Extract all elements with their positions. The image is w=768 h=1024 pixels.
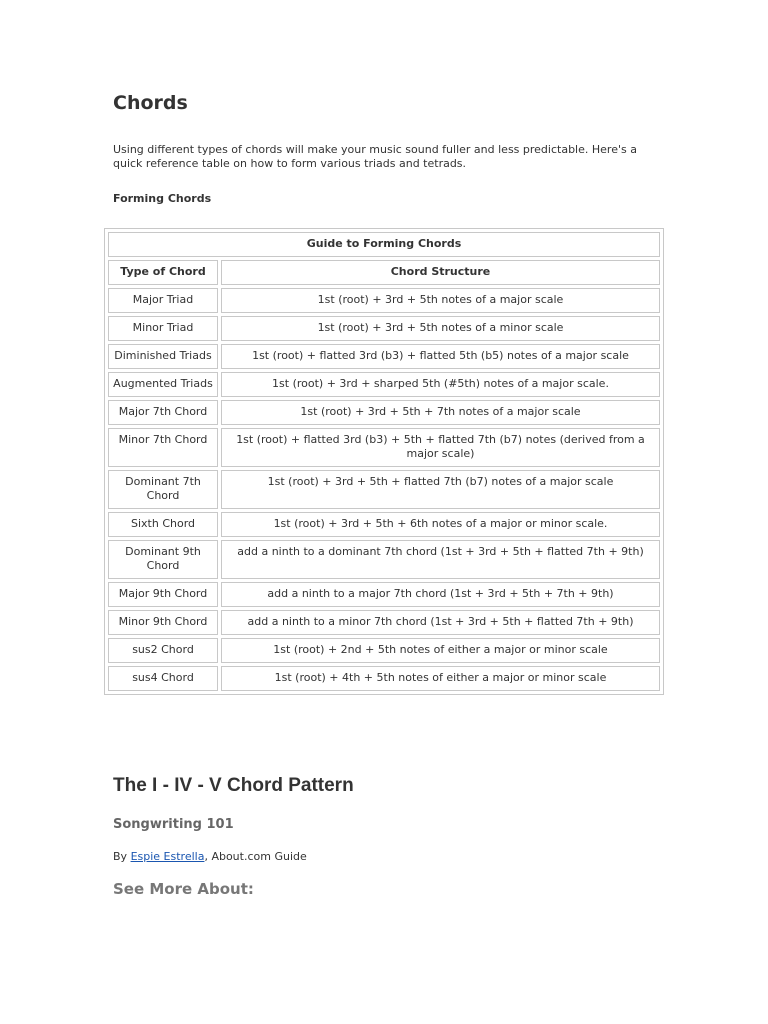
author-link[interactable]: Espie Estrella [130,850,205,863]
chord-structure-cell: 1st (root) + 3rd + sharped 5th (#5th) notes of a major scale. [221,372,660,397]
chord-structure-cell: 1st (root) + 3rd + 5th + 6th notes of a major or minor scale. [221,512,660,537]
page-title: Chords [113,92,188,114]
chord-structure-cell: 1st (root) + 3rd + 5th notes of a major scale [221,288,660,313]
chord-structure-cell: 1st (root) + 3rd + 5th + 7th notes of a major scale [221,400,660,425]
chord-structure-cell: add a ninth to a minor 7th chord (1st + 3rd + 5th + flatted 7th + 9th) [221,610,660,635]
intro-paragraph: Using different types of chords will make your music sound fuller and less predictable. Here's a quick reference table on how to form various triads and tetrads. [113,143,637,170]
chord-type-cell: Major Triad [108,288,218,313]
table-row [108,540,660,579]
chord-type-cell: Diminished Triads [108,344,218,369]
table-row [108,428,660,467]
article-title: The I - IV - V Chord Pattern [113,775,354,796]
column-header-structure: Chord Structure [221,260,660,285]
byline [113,850,307,863]
chord-type-cell: Augmented Triads [108,372,218,397]
table-row [108,372,660,397]
table-row [108,666,660,691]
chord-structure-cell: add a ninth to a dominant 7th chord (1st + 3rd + 5th + flatted 7th + 9th) [221,540,660,579]
table-caption: Guide to Forming Chords [108,232,660,257]
chord-table-wrapper [104,228,664,695]
table-row [108,512,660,537]
chord-type-cell: Sixth Chord [108,512,218,537]
table-caption-row [108,232,660,257]
chord-type-cell: Major 9th Chord [108,582,218,607]
chord-type-cell: Minor 9th Chord [108,610,218,635]
chord-type-cell: Minor 7th Chord [108,428,218,467]
chord-type-cell: Minor Triad [108,316,218,341]
chord-type-cell: Major 7th Chord [108,400,218,425]
chord-structure-cell: 1st (root) + 3rd + 5th notes of a minor scale [221,316,660,341]
chord-table [104,228,664,695]
chord-structure-cell: 1st (root) + 4th + 5th notes of either a major or minor scale [221,666,660,691]
table-row [108,470,660,509]
chord-type-cell: sus4 Chord [108,666,218,691]
article-subtitle: Songwriting 101 [113,817,234,832]
table-row [108,638,660,663]
section-subheading: Forming Chords [113,192,212,205]
chord-type-cell: sus2 Chord [108,638,218,663]
table-row [108,610,660,635]
chord-structure-cell: 1st (root) + 2nd + 5th notes of either a major or minor scale [221,638,660,663]
table-row [108,316,660,341]
byline-suffix: , About.com Guide [204,850,307,863]
chord-structure-cell: add a ninth to a major 7th chord (1st + 3rd + 5th + 7th + 9th) [221,582,660,607]
chord-structure-cell: 1st (root) + flatted 3rd (b3) + flatted 5th (b5) notes of a major scale [221,344,660,369]
chord-structure-cell: 1st (root) + 3rd + 5th + flatted 7th (b7) notes of a major scale [221,470,660,509]
byline-prefix: By [113,850,131,863]
chord-type-cell: Dominant 7th Chord [108,470,218,509]
table-row [108,400,660,425]
chord-type-cell: Dominant 9th Chord [108,540,218,579]
table-row [108,582,660,607]
see-more-heading: See More About: [113,880,254,898]
table-row [108,288,660,313]
column-header-type: Type of Chord [108,260,218,285]
table-row [108,344,660,369]
table-header-row [108,260,660,285]
table-body [108,288,660,691]
chord-structure-cell: 1st (root) + flatted 3rd (b3) + 5th + flatted 7th (b7) notes (derived from a major scale) [221,428,660,467]
